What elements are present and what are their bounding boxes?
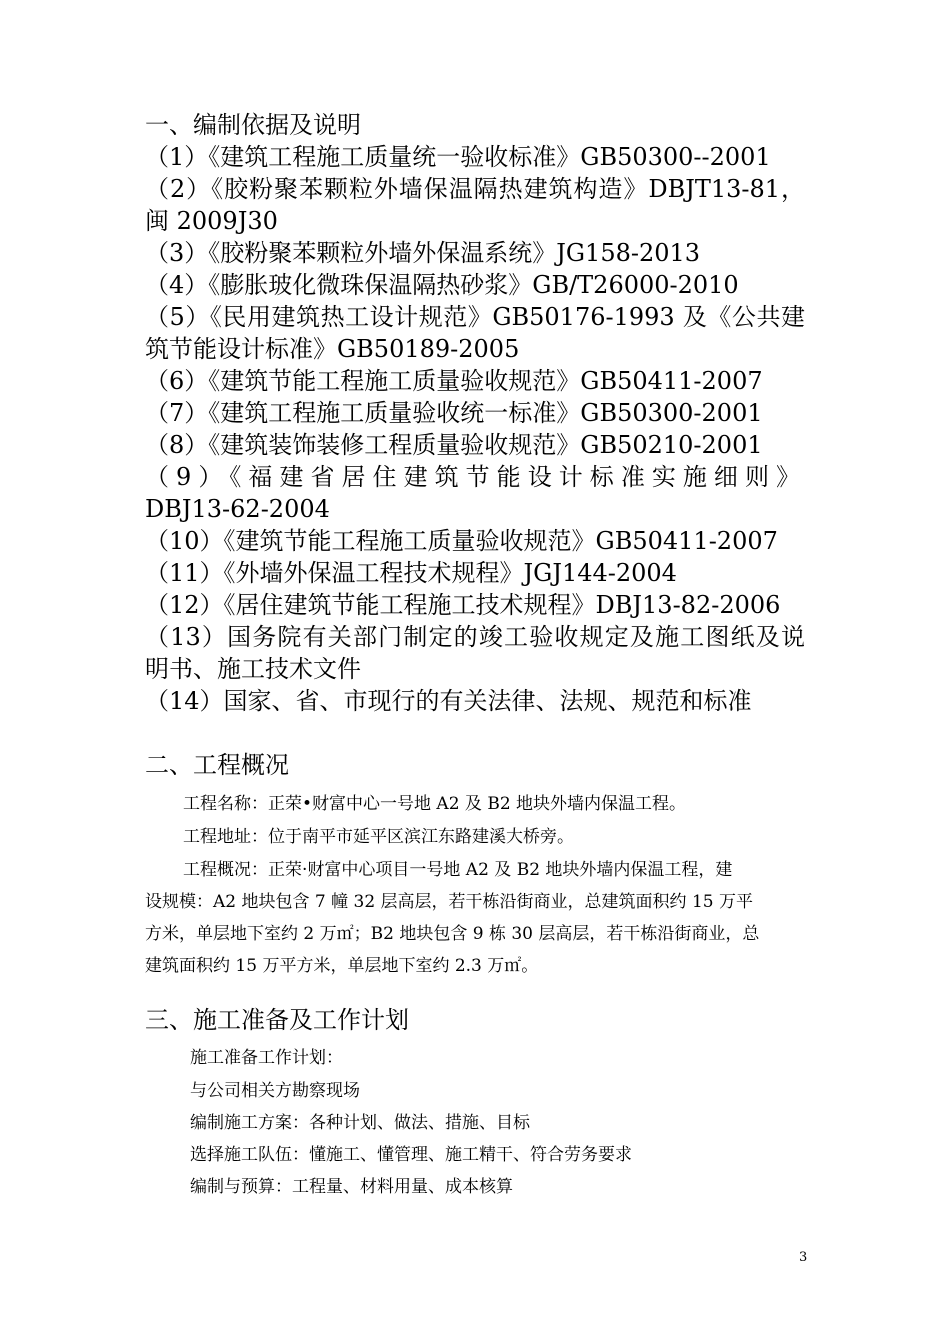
reference-item: （9）《福建省居住建筑节能设计标准实施细则》 <box>145 463 805 491</box>
project-overview-line: 工程概况：正荣·财富中心项目一号地 A2 及 B2 地块外墙内保温工程，建 <box>183 860 733 880</box>
reference-item-continuation: DBJ13-62-2004 <box>145 495 330 523</box>
page-number: 3 <box>799 1250 808 1265</box>
reference-item: （12）《居住建筑节能工程施工技术规程》DBJ13-82-2006 <box>145 591 781 619</box>
reference-item: （8）《建筑装饰装修工程质量验收规范》GB50210-2001 <box>145 431 763 459</box>
reference-item: （7）《建筑工程施工质量验收统一标准》GB50300-2001 <box>145 399 763 427</box>
plan-line: 与公司相关方勘察现场 <box>190 1081 360 1101</box>
project-overview-line: 建筑面积约 15 万平方米，单层地下室约 2.3 万㎡。 <box>145 956 539 976</box>
reference-item: （1）《建筑工程施工质量统一验收标准》GB50300--2001 <box>145 143 771 171</box>
section-1-heading: 一、编制依据及说明 <box>145 111 361 139</box>
reference-item: （6）《建筑节能工程施工质量验收规范》GB50411-2007 <box>145 367 763 395</box>
reference-item-continuation: 闽 2009J30 <box>145 207 278 235</box>
reference-item: （13）国务院有关部门制定的竣工验收规定及施工图纸及说 <box>145 623 805 651</box>
plan-line: 编制与预算：工程量、材料用量、成本核算 <box>190 1177 513 1197</box>
project-name-line: 工程名称：正荣•财富中心一号地 A2 及 B2 地块外墙内保温工程。 <box>183 794 687 814</box>
reference-item: （4）《膨胀玻化微珠保温隔热砂浆》GB/T26000-2010 <box>145 271 739 299</box>
reference-item-continuation: 筑节能设计标准》GB50189-2005 <box>145 335 520 363</box>
plan-line: 选择施工队伍：懂施工、懂管理、施工精干、符合劳务要求 <box>190 1145 632 1165</box>
reference-item: （3）《胶粉聚苯颗粒外墙外保温系统》JG158-2013 <box>145 239 701 267</box>
section-2-heading: 二、工程概况 <box>145 751 289 779</box>
reference-item: （5）《民用建筑热工设计规范》GB50176-1993 及《公共建 <box>145 303 805 331</box>
reference-item: （2）《胶粉聚苯颗粒外墙保温隔热建筑构造》DBJT13-81， <box>145 175 805 203</box>
project-overview-line: 设规模：A2 地块包含 7 幢 32 层高层，若干栋沿街商业，总建筑面积约 15 万平 <box>145 892 753 912</box>
plan-line: 施工准备工作计划： <box>190 1048 343 1068</box>
reference-item-continuation: 明书、施工技术文件 <box>145 655 361 683</box>
reference-item: （11）《外墙外保温工程技术规程》JGJ144-2004 <box>145 559 677 587</box>
section-3-heading: 三、施工准备及工作计划 <box>145 1006 409 1034</box>
plan-line: 编制施工方案：各种计划、做法、措施、目标 <box>190 1113 530 1133</box>
project-overview-line: 方米，单层地下室约 2 万㎡；B2 地块包含 9 栋 30 层高层，若干栋沿街商业，总 <box>145 924 760 944</box>
project-address-line: 工程地址：位于南平市延平区滨江东路建溪大桥旁。 <box>183 827 574 847</box>
reference-item: （14）国家、省、市现行的有关法律、法规、规范和标准 <box>145 687 752 715</box>
reference-item: （10）《建筑节能工程施工质量验收规范》GB50411-2007 <box>145 527 778 555</box>
